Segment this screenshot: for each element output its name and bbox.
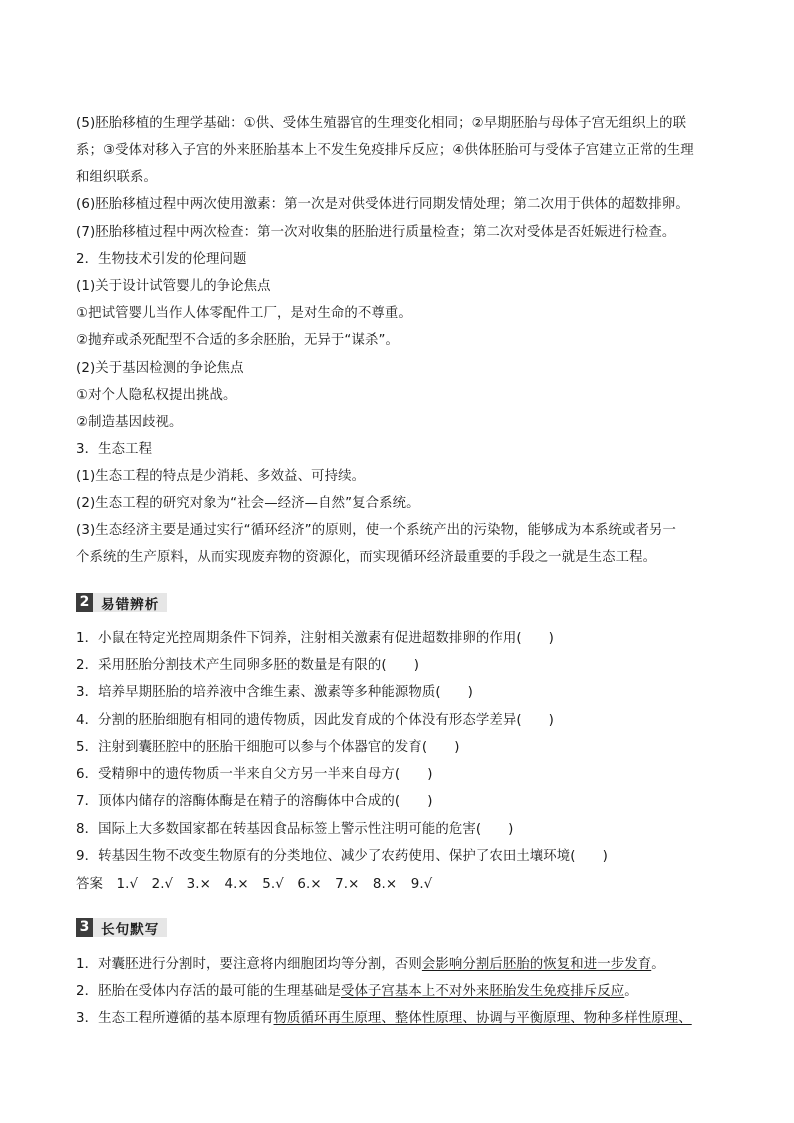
text-line: 和组织联系。 xyxy=(76,170,157,185)
fill-item-prompt: 1．对囊胚进行分割时，要注意将内细胞团均等分割，否则 xyxy=(76,957,422,972)
text-line: 系；③受体对移入子宫的外来胚胎基本上不发生免疫排斥反应；④供体胚胎可与受体子宫建立正常的生理 xyxy=(76,143,694,158)
fill-item-answer: 会影响分割后胚胎的恢复和进一步发育 xyxy=(421,957,652,972)
answer-key: 答案 1.√ 2.√ 3.× 4.× 5.√ 6.× 7.× 8.× 9.√ xyxy=(76,877,433,892)
fill-item-prompt: 2．胚胎在受体内存活的最可能的生理基础是 xyxy=(76,984,341,999)
text-line: (7)胚胎移植过程中两次检查：第一次对收集的胚胎进行质量检查；第二次对受体是否妊娠进行检查。 xyxy=(76,225,676,240)
fill-item-suffix: 。 xyxy=(624,984,638,999)
section-title: 易错辨析 xyxy=(101,596,160,613)
subheading: 3．生态工程 xyxy=(76,442,153,457)
text-line: (2)生态工程的研究对象为“社会—经济—自然”复合系统。 xyxy=(76,496,420,511)
fill-item xyxy=(76,983,726,1001)
question-item: 6．受精卵中的遗传物质一半来自父方另一半来自母方( ) xyxy=(76,767,433,782)
section-number-badge: 2 xyxy=(76,593,93,612)
subheading: 2．生物技术引发的伦理问题 xyxy=(76,252,247,267)
fill-item-answer: 物质循环再生原理、整体性原理、协调与平衡原理、物种多样性原理、 xyxy=(273,1011,692,1026)
section-header-long-sentences xyxy=(76,918,167,937)
text-line: ②抛弃或杀死配型不合适的多余胚胎，无异于“谋杀”。 xyxy=(76,333,399,348)
text-line: (5)胚胎移植的生理学基础：①供、受体生殖器官的生理变化相同；②早期胚胎与母体子宫无组织上的联 xyxy=(76,116,687,131)
question-item: 9．转基因生物不改变生物原有的分类地位、减少了农药使用、保护了农田土壤环境( ) xyxy=(76,849,608,864)
fill-item-answer: 受体子宫基本上不对外来胚胎发生免疫排斥反应 xyxy=(340,984,625,999)
text-line: ①对个人隐私权提出挑战。 xyxy=(76,388,237,403)
text-line: ①把试管婴儿当作人体零配件工厂，是对生命的不尊重。 xyxy=(76,306,412,321)
fill-item-suffix: 。 xyxy=(651,957,665,972)
text-line: (6)胚胎移植过程中两次使用激素：第一次是对供受体进行同期发情处理；第二次用于供体的超数排卵。 xyxy=(76,197,689,212)
text-line: 个系统的生产原料，从而实现废弃物的资源化，而实现循环经济最重要的手段之一就是生态工程。 xyxy=(76,550,657,565)
section-title: 长句默写 xyxy=(101,921,160,938)
question-item: 4．分割的胚胎细胞有相同的遗传物质，因此发育成的个体没有形态学差异( ) xyxy=(76,713,554,728)
text-line: (1)关于设计试管婴儿的争论焦点 xyxy=(76,279,271,294)
text-line: ②制造基因歧视。 xyxy=(76,415,183,430)
text-line: (1)生态工程的特点是少消耗、多效益、可持续。 xyxy=(76,469,366,484)
question-item: 2．采用胚胎分割技术产生同卵多胚的数量是有限的( ) xyxy=(76,658,420,673)
fill-item xyxy=(76,1010,726,1028)
question-item: 5．注射到囊胚腔中的胚胎干细胞可以参与个体器官的发育( ) xyxy=(76,740,460,755)
fill-item xyxy=(76,956,726,974)
question-item: 8．国际上大多数国家都在转基因食品标签上警示性注明可能的危害( ) xyxy=(76,822,514,837)
question-item: 3．培养早期胚胎的培养液中含维生素、激素等多种能源物质( ) xyxy=(76,685,474,700)
text-line: (2)关于基因检测的争论焦点 xyxy=(76,361,244,376)
question-item: 7．顶体内储存的溶酶体酶是在精子的溶酶体中合成的( ) xyxy=(76,794,433,809)
question-item: 1．小鼠在特定光控周期条件下饲养，注射相关激素有促进超数排卵的作用( ) xyxy=(76,631,554,646)
section-header-mistakes xyxy=(76,593,167,612)
section-number-badge: 3 xyxy=(76,918,93,937)
text-line: (3)生态经济主要是通过实行“循环经济”的原则，使一个系统产出的污染物，能够成为本系统或者另一 xyxy=(76,523,676,538)
fill-item-prompt: 3．生态工程所遵循的基本原理有 xyxy=(76,1011,274,1026)
